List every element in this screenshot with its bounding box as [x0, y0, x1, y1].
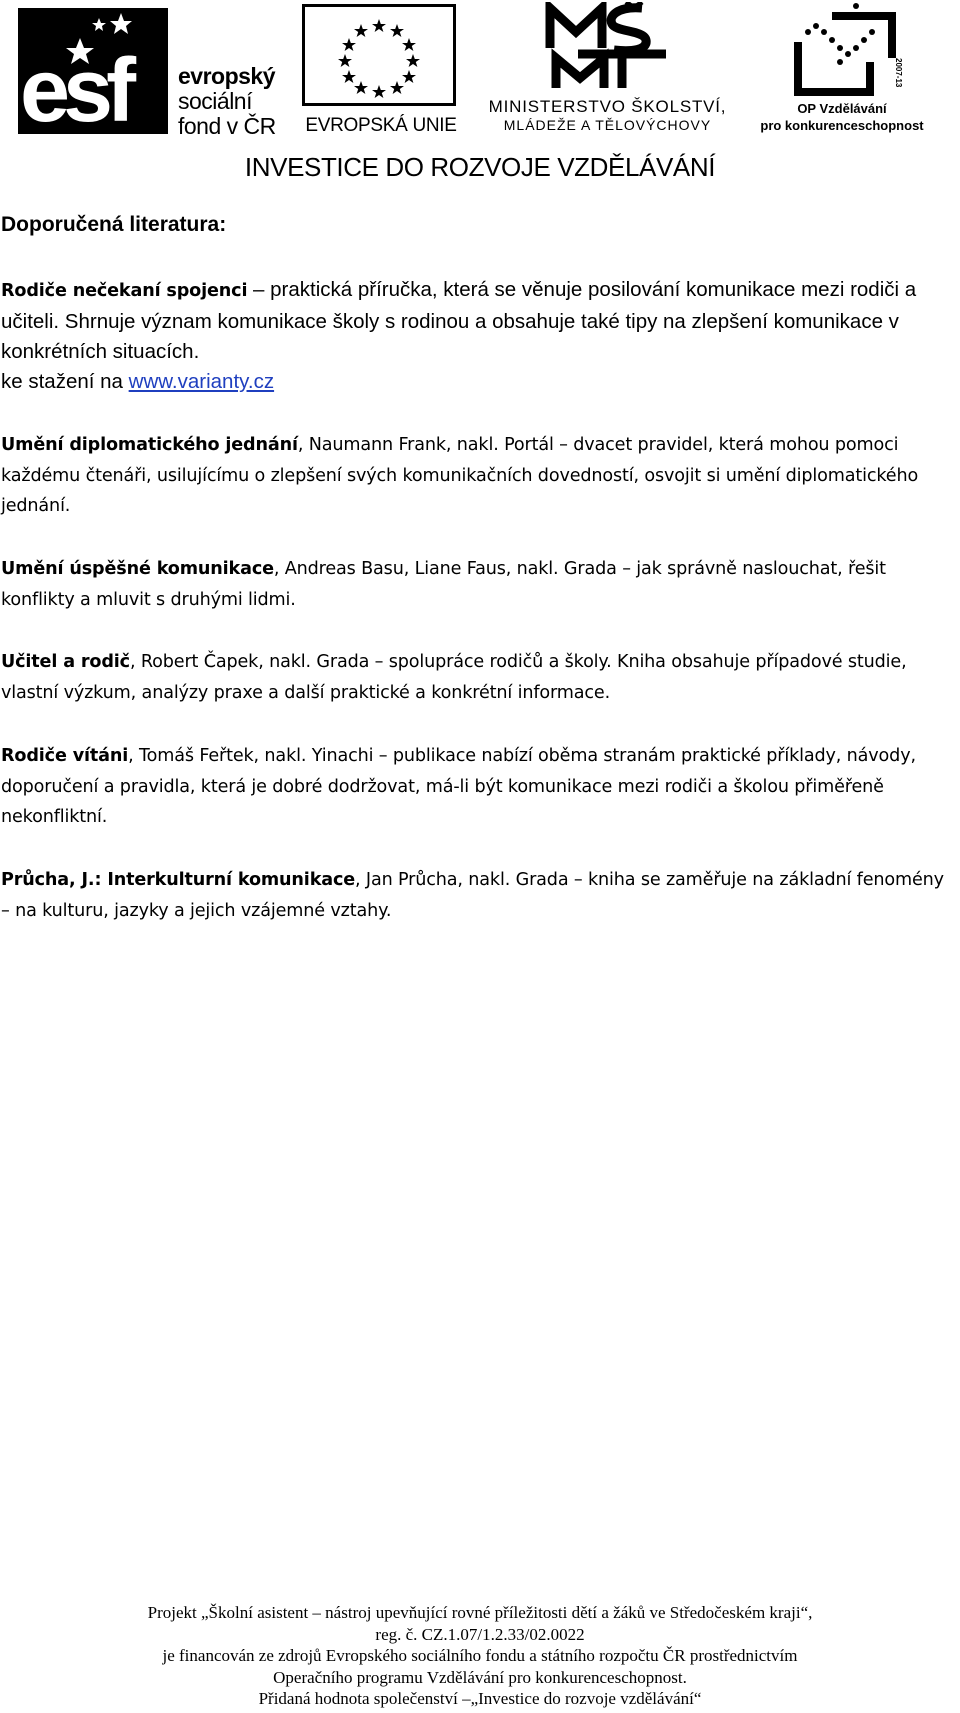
- op-logo-years: 2007-13: [894, 58, 903, 88]
- esf-logo-line1: evropský: [178, 63, 276, 89]
- footer-line: reg. č. CZ.1.07/1.2.33/02.0022: [375, 1624, 585, 1644]
- footer-line: je financován ze zdrojů Evropského sociálního fondu a státního rozpočtu ČR prostřednictvím: [162, 1646, 798, 1665]
- eu-flag-icon: [302, 4, 456, 106]
- literature-entry: [1, 741, 956, 833]
- entry-title: Rodiče vítáni: [1, 746, 129, 766]
- entry-title: Rodiče nečekaní spojenci: [1, 281, 248, 301]
- eu-logo: [300, 4, 460, 134]
- entry-title: Umění diplomatického jednání: [1, 435, 298, 455]
- esf-logo: [18, 8, 290, 141]
- entry-title: Umění úspěšné komunikace: [1, 559, 274, 579]
- esf-logo-line3: fond v ČR: [178, 113, 276, 139]
- entry-description: , Andreas Basu, Liane Faus, nakl. Grada – jak správně naslouchat, řešit konflikty a mluvit s druhými lidmi.: [1, 559, 886, 610]
- op-logo-line2: pro konkurenceschopnost: [760, 118, 924, 133]
- entry-description: , Robert Čapek, nakl. Grada – spolupráce rodičů a školy. Kniha obsahuje případové studie, vlastní výzkum, analýzy praxe a další praktické a konkrétní informace.: [1, 652, 907, 703]
- esf-logo-text: [178, 64, 276, 139]
- project-footer: [0, 1602, 960, 1710]
- literature-entry: [1, 430, 956, 522]
- msmt-monogram-icon: [542, 2, 672, 90]
- esf-logo-line2: sociální: [178, 88, 252, 114]
- msmt-logo-line1: MINISTERSTVO ŠKOLSTVÍ,: [488, 97, 727, 116]
- entry-description: , Naumann Frank, nakl. Portál – dvacet pravidel, která mohou pomoci každému čtenáři, usilujícímu o zlepšení svých komunikačních dovedností, osvojit si umění diplomatického jednání.: [1, 435, 919, 517]
- varianty-link[interactable]: www.varianty.cz: [128, 369, 275, 393]
- entry-description: , Jan Průcha, nakl. Grada – kniha se zaměřuje na základní fenomény – na kulturu, jazyky a jejich vzájemné vztahy.: [1, 870, 944, 921]
- footer-line: Operačního programu Vzdělávání pro konkurenceschopnost.: [273, 1667, 687, 1687]
- download-prefix: ke stažení na: [1, 369, 129, 393]
- literature-entry: [1, 554, 956, 615]
- footer-line: Přidaná hodnota společenství –„Investice do rozvoje vzdělávání“: [258, 1689, 702, 1708]
- literature-entry: [1, 865, 956, 926]
- entry-description: – praktická příručka, která se věnuje posilování komunikace mezi rodiči a učiteli. Shrnuje význam komunikace školy s rodinou a obsahuje také tipy na zlepšení komunikace v konkrétních situacích.: [1, 278, 917, 363]
- op-logo-mark-icon: [792, 2, 902, 98]
- section-heading: Doporučená literatura:: [1, 213, 227, 236]
- esf-wordmark: esf: [20, 41, 130, 141]
- entry-description: , Tomáš Feřtek, nakl. Yinachi – publikace nabízí oběma stranám praktické příklady, návody, doporučení a pravidla, která je dobré dodržovat, má-li být komunikace mezi rodiči a školou přiměřeně nekonfliktní.: [1, 746, 916, 828]
- footer-line: Projekt „Školní asistent – nástroj upevňující rovné příležitosti dětí a žáků ve Středočeském kraji“,: [147, 1603, 813, 1622]
- entry-title: Učitel a rodič: [1, 652, 130, 672]
- op-logo-line1: OP Vzdělávání: [797, 101, 887, 116]
- entry-title: Průcha, J.: Interkulturní komunikace: [1, 870, 356, 890]
- msmt-logo-line2: MLÁDEŽE A TĚLOVÝCHOVY: [503, 117, 712, 133]
- literature-entry: [1, 647, 956, 708]
- op-logo: [752, 2, 932, 134]
- msmt-logo: [470, 2, 745, 134]
- eu-logo-label: EVROPSKÁ UNIE: [305, 115, 457, 136]
- literature-entry: [1, 275, 956, 397]
- header-slogan: INVESTICE DO ROZVOJE VZDĚLÁVÁNÍ: [244, 152, 716, 182]
